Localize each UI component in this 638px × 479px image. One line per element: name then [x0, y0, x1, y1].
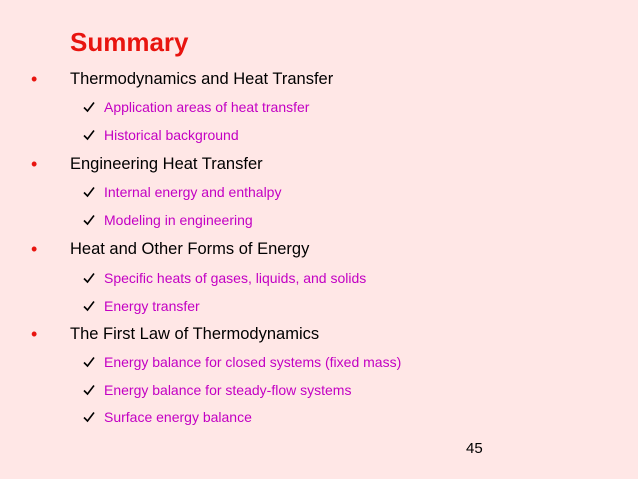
slide-title: Summary [70, 27, 189, 57]
sub-item-text: Specific heats of gases, liquids, and solids [104, 270, 367, 286]
bullet-dot-icon: • [31, 324, 38, 344]
sub-item-text: Application areas of heat transfer [104, 99, 310, 115]
bullet-text: The First Law of Thermodynamics [70, 325, 320, 343]
check-icon [83, 356, 95, 368]
sub-item-text: Modeling in engineering [104, 212, 253, 228]
page-number: 45 [466, 440, 483, 457]
check-icon [83, 300, 95, 312]
sub-item-text: Energy balance for steady-flow systems [104, 382, 352, 398]
sub-item-text: Historical background [104, 127, 239, 143]
check-icon [83, 186, 95, 198]
bullet-text: Thermodynamics and Heat Transfer [70, 70, 334, 88]
sub-item-text: Surface energy balance [104, 409, 252, 425]
bullet-dot-icon: • [31, 239, 38, 259]
bullet-text: Engineering Heat Transfer [70, 155, 263, 173]
check-icon [83, 101, 95, 113]
sub-item-text: Internal energy and enthalpy [104, 184, 282, 200]
check-icon [83, 214, 95, 226]
check-icon [83, 272, 95, 284]
bullet-dot-icon: • [31, 69, 38, 89]
sub-item-text: Energy balance for closed systems (fixed mass) [104, 354, 402, 370]
check-icon [83, 129, 95, 141]
bullet-dot-icon: • [31, 154, 38, 174]
sub-item-text: Energy transfer [104, 298, 200, 314]
bullet-text: Heat and Other Forms of Energy [70, 240, 310, 258]
check-icon [83, 411, 95, 423]
check-icon [83, 384, 95, 396]
